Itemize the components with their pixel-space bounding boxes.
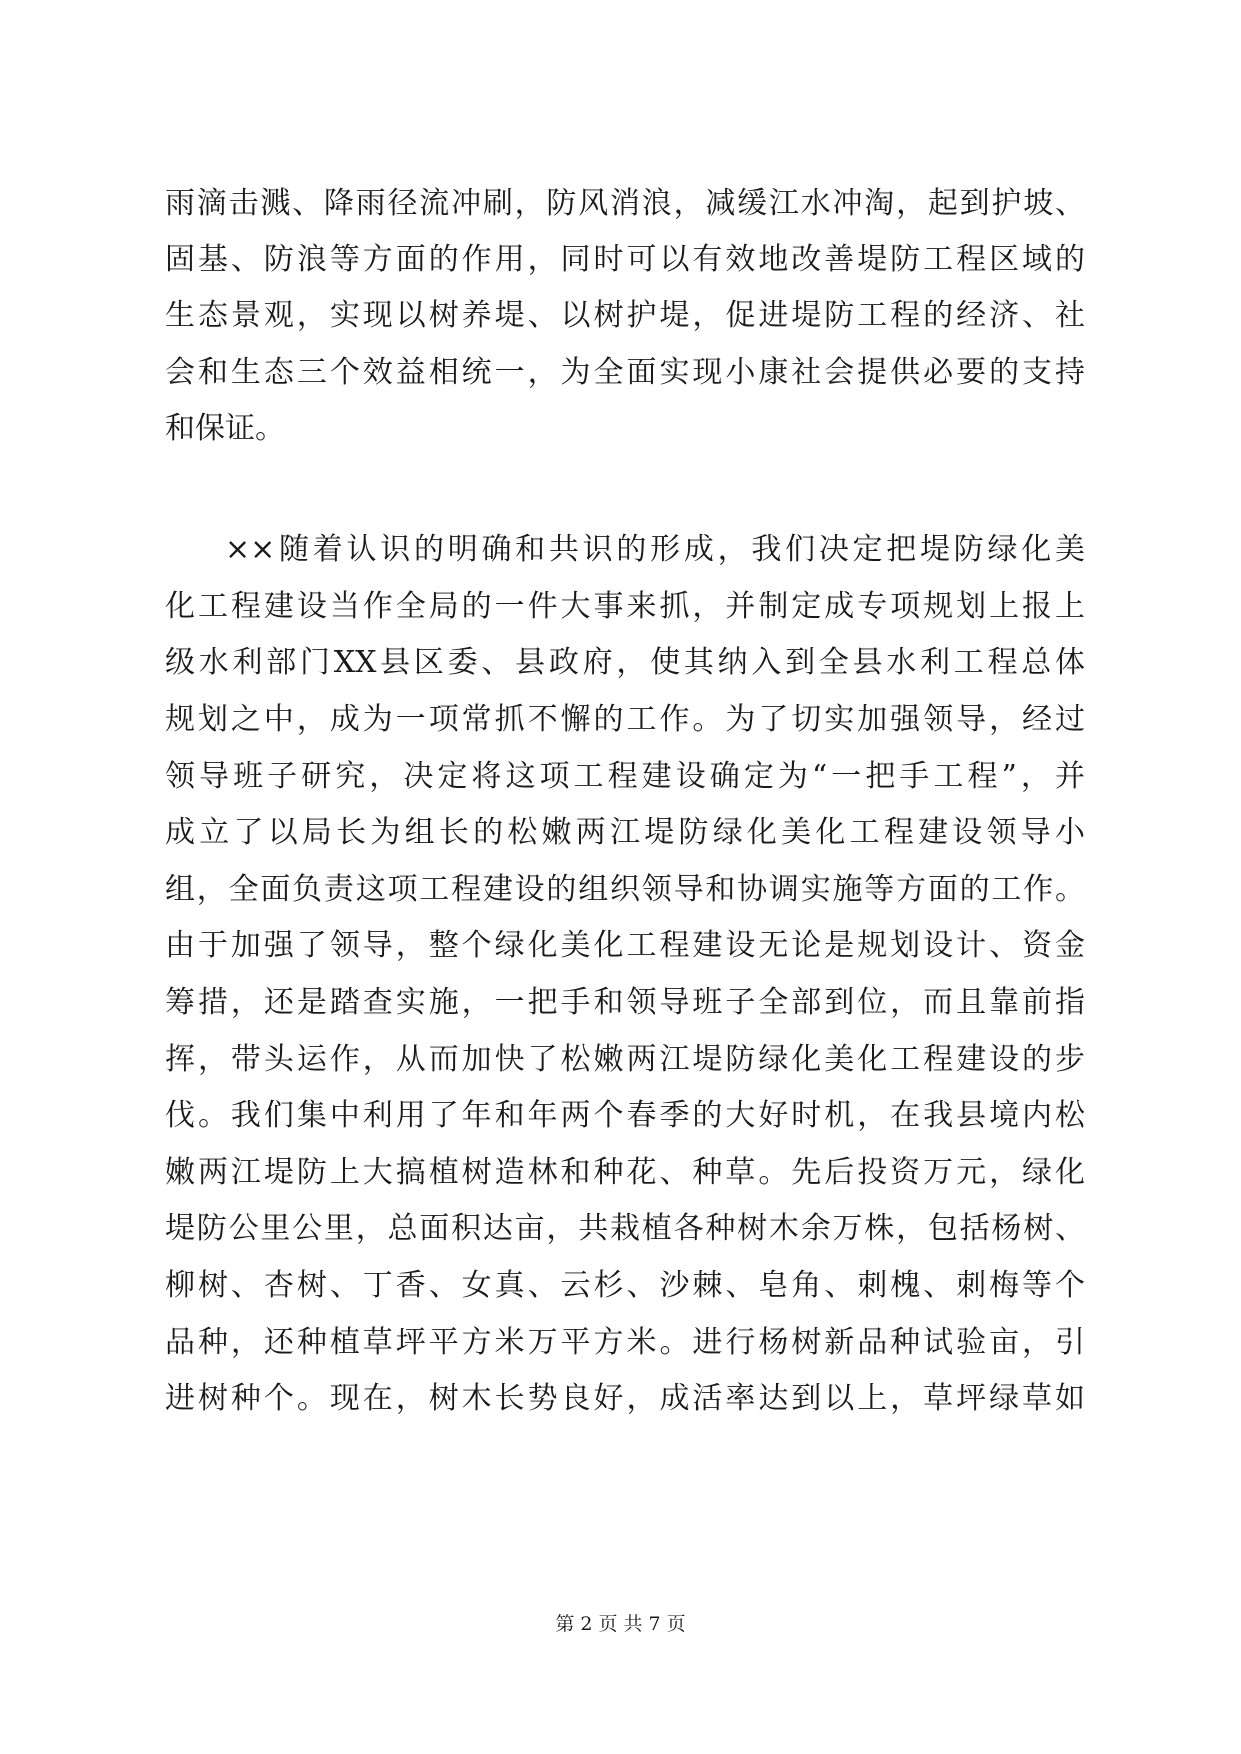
paragraph-line: 领导班子研究，决定将这项工程建设确定为“一把手工程”，并 bbox=[165, 759, 1085, 794]
paragraph-line: 品种，还种植草坪平方米万平方米。进行杨树新品种试验亩，引 bbox=[165, 1325, 1085, 1360]
paragraph-line: 和保证。 bbox=[165, 411, 285, 446]
paragraph-line: 级水利部门XX县区委、县政府，使其纳入到全县水利工程总体 bbox=[165, 645, 1085, 680]
paragraph-line: 伐。我们集中利用了年和年两个春季的大好时机，在我县境内松 bbox=[165, 1098, 1085, 1133]
paragraph-line: 成立了以局长为组长的松嫩两江堤防绿化美化工程建设领导小 bbox=[165, 815, 1085, 850]
paragraph-line: 化工程建设当作全局的一件大事来抓，并制定成专项规划上报上 bbox=[165, 589, 1085, 624]
paragraph-line: 固基、防浪等方面的作用，同时可以有效地改善堤防工程区域的 bbox=[165, 242, 1085, 277]
paragraph-line: 由于加强了领导，整个绿化美化工程建设无论是规划设计、资金 bbox=[165, 928, 1085, 963]
paragraph-line: 规划之中，成为一项常抓不懈的工作。为了切实加强领导，经过 bbox=[165, 702, 1085, 737]
paragraph-line: 柳树、杏树、丁香、女真、云杉、沙棘、皂角、刺槐、刺梅等个 bbox=[165, 1268, 1085, 1303]
paragraph-line: 进树种个。现在，树木长势良好，成活率达到以上，草坪绿草如 bbox=[165, 1381, 1085, 1416]
paragraph-line: 雨滴击溅、降雨径流冲刷，防风消浪，减缓江水冲淘，起到护坡、 bbox=[165, 186, 1085, 221]
paragraph-line: 筹措，还是踏查实施，一把手和领导班子全部到位，而且靠前指 bbox=[165, 985, 1085, 1020]
paragraph-line: 挥，带头运作，从而加快了松嫩两江堤防绿化美化工程建设的步 bbox=[165, 1042, 1085, 1077]
paragraph-line: 嫩两江堤防上大搞植树造林和种花、种草。先后投资万元，绿化 bbox=[165, 1155, 1085, 1190]
paragraph-line: 堤防公里公里，总面积达亩，共栽植各种树木余万株，包括杨树、 bbox=[165, 1211, 1085, 1246]
paragraph-line: 生态景观，实现以树养堤、以树护堤，促进堤防工程的经济、社 bbox=[165, 298, 1085, 333]
page-number-footer: 第 2 页 共 7 页 bbox=[555, 1613, 686, 1635]
paragraph-line: 组，全面负责这项工程建设的组织领导和协调实施等方面的工作。 bbox=[165, 872, 1085, 907]
paragraph-line: 会和生态三个效益相统一，为全面实现小康社会提供必要的支持 bbox=[165, 355, 1085, 390]
paragraph-line: ××随着认识的明确和共识的形成，我们决定把堤防绿化美 bbox=[225, 532, 1085, 567]
